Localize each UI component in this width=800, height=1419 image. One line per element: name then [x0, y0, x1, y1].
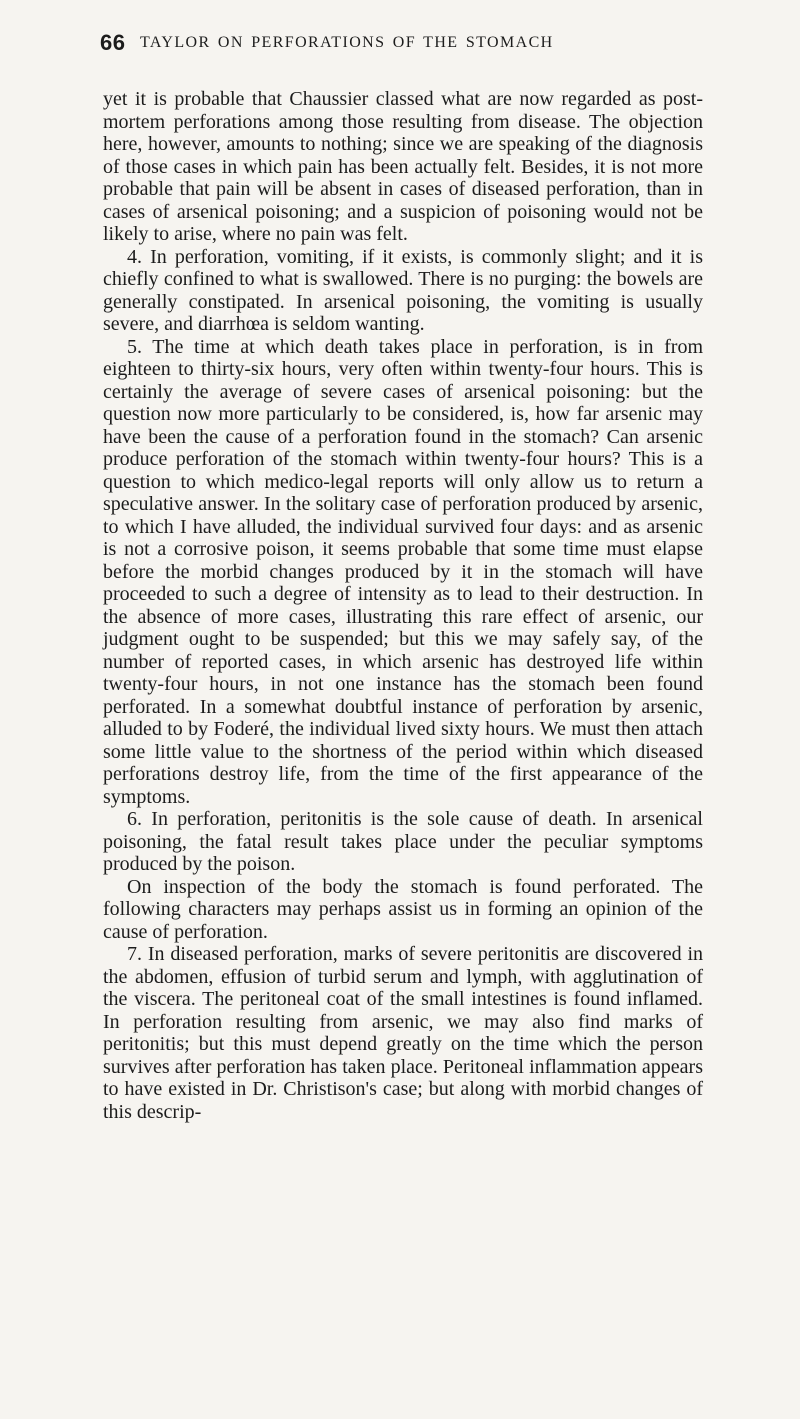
body-text [103, 88, 703, 1123]
page-number: 66 [100, 30, 126, 55]
paragraph-point-5: 5. The time at which death takes place in perforation, is in from eighteen to thirty-six hours, very often within twenty-four hours. This is certainly the average of severe cases of arsenical poisoning: but the question now more particularly to be considered, is, how far arsenic may have been the cause of a perforation found in the stomach? Can arsenic produce perforation of the stomach within twenty-four hours? This is a question to which medico-legal reports will only allow us to return a speculative answer. In the solitary case of perforation produced by arsenic, to which I have alluded, the individual survived four days: and as arsenic is not a corrosive poison, it seems probable that some time must elapse before the morbid changes produced by it in the stomach will have proceeded to such a degree of intensity as to lead to their destruction. In the absence of more cases, illustrating this rare effect of arsenic, our judgment ought to be suspended; but this we may safely say, of the number of reported cases, in which arsenic has destroyed life within twenty-four hours, in not one instance has the stomach been found perforated. In a somewhat doubtful instance of perforation by arsenic, alluded to by Foderé, the individual lived sixty hours. We must then attach some little value to the shortness of the period within which diseased perforations destroy life, from the time of the first appearance of the symptoms. [103, 335, 703, 808]
paragraph-inspection: On inspection of the body the stomach is found perforated. The following characters may perhaps assist us in forming an opinion of the cause of perforation. [103, 875, 703, 943]
paragraph-point-7: 7. In diseased perforation, marks of severe peritonitis are discovered in the abdomen, effusion of turbid serum and lymph, with agglutination of the viscera. The peritoneal coat of the small intestines is found inflamed. In perforation resulting from arsenic, we may also find marks of peritonitis; but this must depend greatly on the time which the person survives after perforation has taken place. Peritoneal inflammation appears to have existed in Dr. Christison's case; but along with morbid changes of this descrip- [103, 943, 703, 1123]
paragraph-point-4: 4. In perforation, vomiting, if it exists, is commonly slight; and it is chiefly confined to what is swallowed. There is no purging: the bowels are generally constipated. In arsenical poisoning, the vomiting is usually severe, and diarrhœa is seldom wanting. [103, 245, 703, 335]
paragraph-point-6: 6. In perforation, peritonitis is the sole cause of death. In arsenical poisoning, the fatal result takes place under the peculiar symptoms produced by the poison. [103, 808, 703, 875]
running-title: TAYLOR ON PERFORATIONS OF THE STOMACH [140, 34, 554, 51]
page-header [100, 30, 700, 60]
paragraph-continuation: yet it is probable that Chaussier classed what are now regarded as post-mortem perforations among those resulting from disease. The objection here, however, amounts to nothing; since we are speaking of the diagnosis of those cases in which pain has been actually felt. Besides, it is not more probable that pain will be absent in cases of diseased perforation, than in cases of arsenical poisoning; and a suspicion of poisoning would not be likely to arise, where no pain was felt. [103, 88, 703, 245]
